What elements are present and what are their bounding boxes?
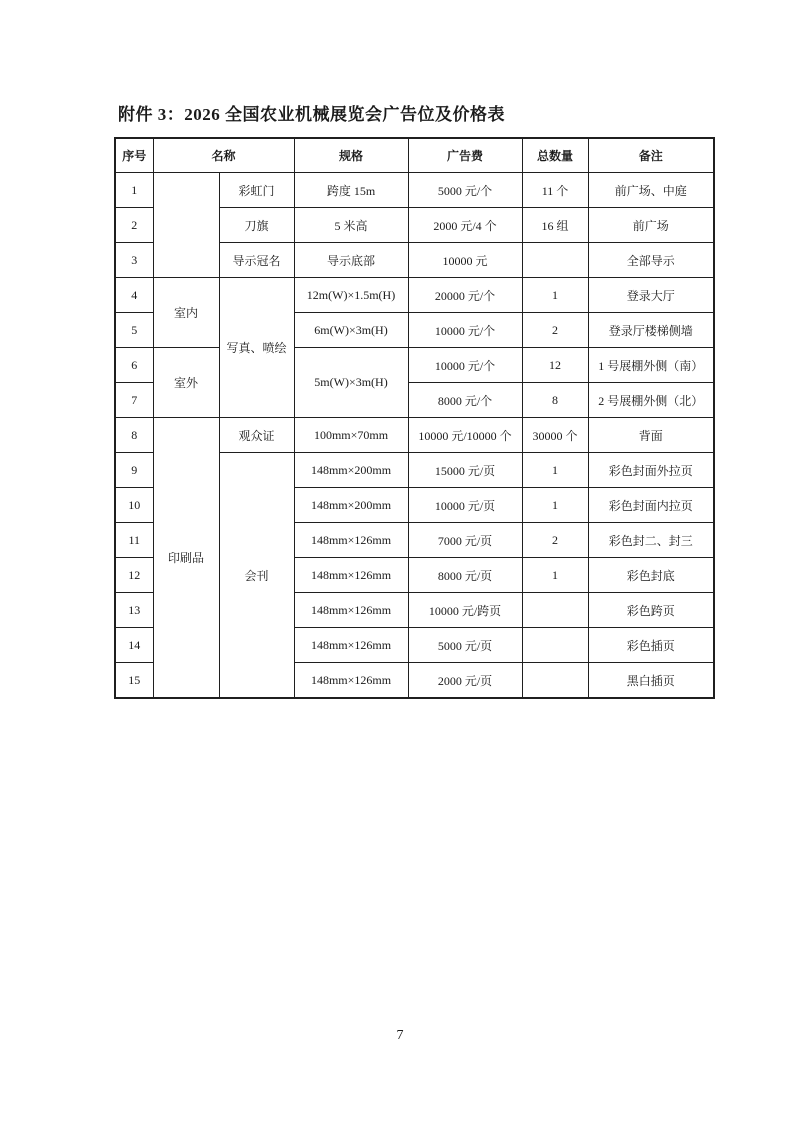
cell-spec: 跨度 15m [294, 173, 408, 208]
cell-qty: 2 [522, 523, 588, 558]
cell-spec: 148mm×200mm [294, 453, 408, 488]
cell-remark: 彩色封面外拉页 [588, 453, 714, 488]
header-remark: 备注 [588, 138, 714, 173]
cell-spec: 148mm×126mm [294, 663, 408, 699]
cell-item-photo-spray: 写真、喷绘 [219, 278, 294, 418]
cell-qty [522, 628, 588, 663]
cell-qty: 1 [522, 453, 588, 488]
cell-item: 刀旗 [219, 208, 294, 243]
cell-group-print: 印刷品 [153, 418, 219, 699]
cell-fee: 10000 元/个 [408, 313, 522, 348]
cell-remark: 彩色跨页 [588, 593, 714, 628]
cell-item: 彩虹门 [219, 173, 294, 208]
cell-remark: 2 号展棚外侧（北） [588, 383, 714, 418]
table-header-row [115, 138, 714, 173]
cell-item: 导示冠名 [219, 243, 294, 278]
cell-item: 观众证 [219, 418, 294, 453]
cell-remark: 登录大厅 [588, 278, 714, 313]
cell-remark: 黑白插页 [588, 663, 714, 699]
cell-spec: 5m(W)×3m(H) [294, 348, 408, 418]
cell-no: 7 [115, 383, 153, 418]
page-title: 附件 3：2026 全国农业机械展览会广告位及价格表 [118, 105, 505, 124]
cell-no: 2 [115, 208, 153, 243]
cell-remark: 全部导示 [588, 243, 714, 278]
ad-price-table [114, 137, 715, 699]
page-number: 7 [396, 1028, 404, 1043]
cell-group-blank [153, 173, 219, 278]
cell-spec: 148mm×126mm [294, 523, 408, 558]
cell-fee: 2000 元/4 个 [408, 208, 522, 243]
cell-no: 10 [115, 488, 153, 523]
cell-fee: 5000 元/页 [408, 628, 522, 663]
cell-fee: 20000 元/个 [408, 278, 522, 313]
cell-remark: 彩色插页 [588, 628, 714, 663]
cell-fee: 5000 元/个 [408, 173, 522, 208]
cell-fee: 8000 元/个 [408, 383, 522, 418]
table-row [115, 418, 714, 453]
cell-no: 9 [115, 453, 153, 488]
cell-qty: 8 [522, 383, 588, 418]
cell-qty: 12 [522, 348, 588, 383]
cell-fee: 10000 元/个 [408, 348, 522, 383]
cell-qty [522, 593, 588, 628]
cell-no: 8 [115, 418, 153, 453]
cell-spec: 5 米高 [294, 208, 408, 243]
cell-qty: 1 [522, 558, 588, 593]
cell-fee: 7000 元/页 [408, 523, 522, 558]
cell-no: 13 [115, 593, 153, 628]
cell-no: 4 [115, 278, 153, 313]
cell-remark: 彩色封底 [588, 558, 714, 593]
cell-remark: 彩色封面内拉页 [588, 488, 714, 523]
header-spec: 规格 [294, 138, 408, 173]
cell-fee: 10000 元/跨页 [408, 593, 522, 628]
cell-spec: 100mm×70mm [294, 418, 408, 453]
cell-no: 6 [115, 348, 153, 383]
header-name: 名称 [153, 138, 294, 173]
cell-qty: 30000 个 [522, 418, 588, 453]
cell-no: 15 [115, 663, 153, 699]
cell-spec: 12m(W)×1.5m(H) [294, 278, 408, 313]
table-row [115, 278, 714, 313]
cell-item-journal: 会刊 [219, 453, 294, 699]
cell-qty: 2 [522, 313, 588, 348]
cell-qty: 11 个 [522, 173, 588, 208]
cell-group-outdoor: 室外 [153, 348, 219, 418]
cell-remark: 背面 [588, 418, 714, 453]
cell-no: 1 [115, 173, 153, 208]
table-row [115, 348, 714, 383]
cell-qty: 1 [522, 488, 588, 523]
header-no: 序号 [115, 138, 153, 173]
cell-remark: 前广场、中庭 [588, 173, 714, 208]
cell-fee: 8000 元/页 [408, 558, 522, 593]
cell-remark: 彩色封二、封三 [588, 523, 714, 558]
header-fee: 广告费 [408, 138, 522, 173]
cell-qty [522, 663, 588, 699]
cell-fee: 2000 元/页 [408, 663, 522, 699]
cell-no: 14 [115, 628, 153, 663]
cell-qty: 16 组 [522, 208, 588, 243]
cell-qty: 1 [522, 278, 588, 313]
cell-spec: 6m(W)×3m(H) [294, 313, 408, 348]
cell-spec: 导示底部 [294, 243, 408, 278]
table-row [115, 173, 714, 208]
cell-no: 11 [115, 523, 153, 558]
cell-no: 5 [115, 313, 153, 348]
header-qty: 总数量 [522, 138, 588, 173]
cell-fee: 10000 元/10000 个 [408, 418, 522, 453]
cell-remark: 登录厅楼梯侧墙 [588, 313, 714, 348]
cell-spec: 148mm×126mm [294, 628, 408, 663]
cell-remark: 1 号展棚外侧（南） [588, 348, 714, 383]
cell-no: 3 [115, 243, 153, 278]
cell-fee: 10000 元 [408, 243, 522, 278]
cell-fee: 10000 元/页 [408, 488, 522, 523]
cell-spec: 148mm×126mm [294, 593, 408, 628]
cell-group-indoor: 室内 [153, 278, 219, 348]
cell-qty [522, 243, 588, 278]
cell-spec: 148mm×200mm [294, 488, 408, 523]
cell-remark: 前广场 [588, 208, 714, 243]
cell-fee: 15000 元/页 [408, 453, 522, 488]
cell-no: 12 [115, 558, 153, 593]
cell-spec: 148mm×126mm [294, 558, 408, 593]
